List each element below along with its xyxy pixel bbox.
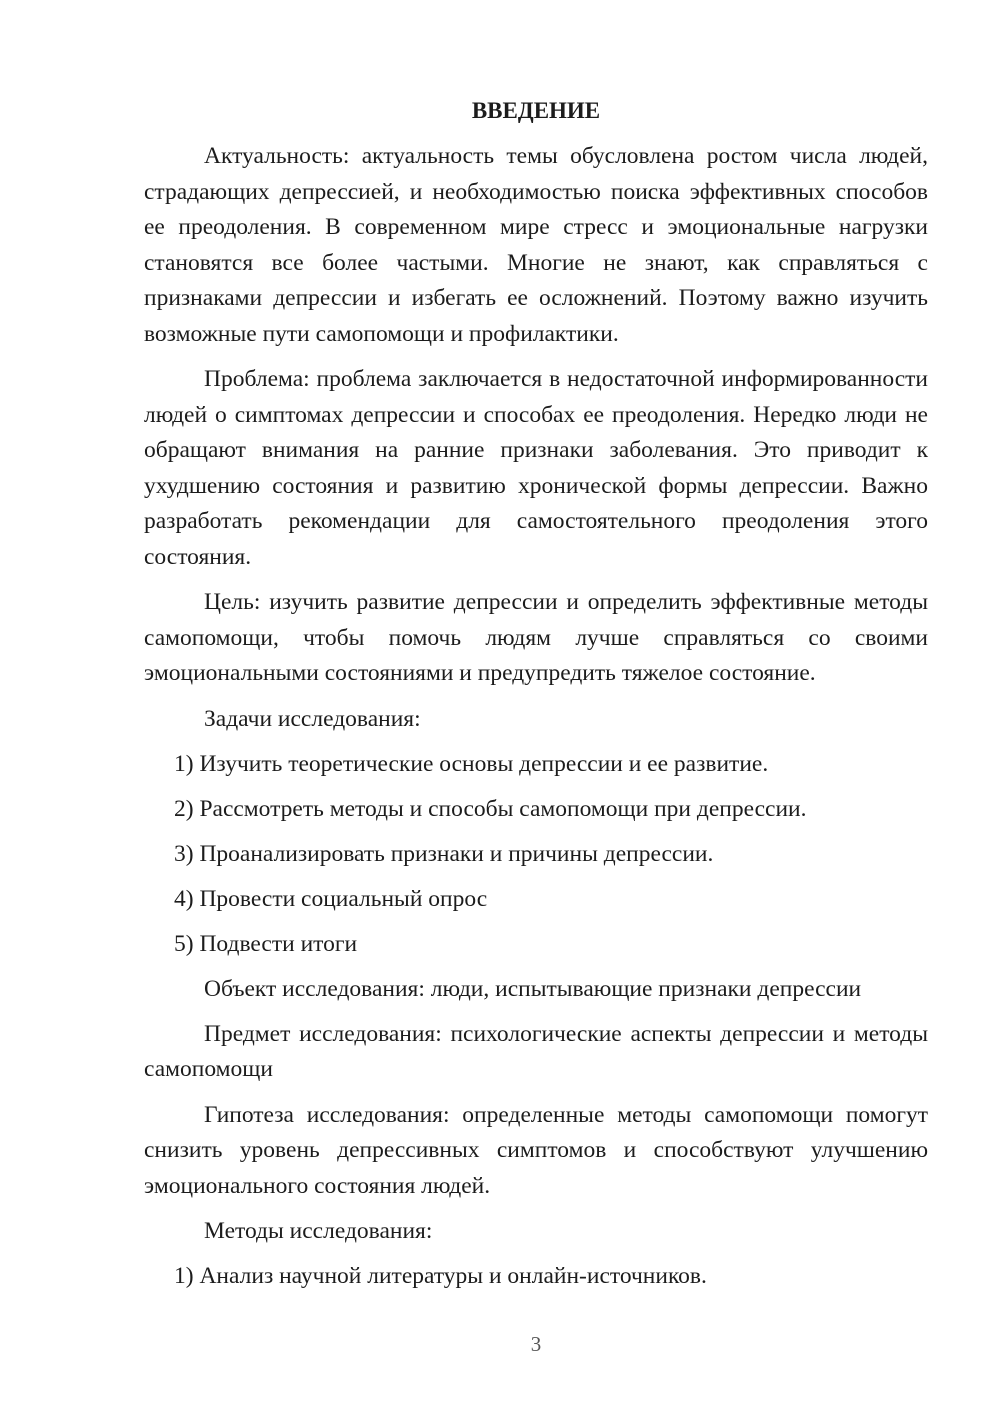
paragraph-object: Объект исследования: люди, испытывающие признаки депрессии [204, 975, 862, 1002]
paragraph-subject: Предмет исследования: психологические аспекты депрессии и методы самопомощи [144, 1020, 928, 1082]
paragraph-problem: Проблема: проблема заключается в недостаточной информированности людей о симптомах депрессии и способах ее преодоления. Нередко люди не обращают внимания на ранние признаки заболевания. Это приводит к ухудшению состояния и развитию хронической формы депрессии. Важно разработать рекомендации для самостоятельного преодоления этого состояния. [144, 366, 928, 570]
method-item-1: 1) Анализ научной литературы и онлайн-источников. [174, 1263, 707, 1289]
task-item-5: 5) Подвести итоги [174, 930, 358, 957]
tasks-label: Задачи исследования: [204, 705, 421, 732]
paragraph-hypothesis: Гипотеза исследования: определенные методы самопомощи помогут снизить уровень депрессивных симптомов и способствуют улучшению эмоционального состояния людей. [144, 1101, 928, 1199]
task-item-4: 4) Провести социальный опрос [174, 885, 488, 912]
methods-label: Методы исследования: [204, 1218, 433, 1244]
page-number: 3 [530, 1332, 542, 1356]
task-item-2: 2) Рассмотреть методы и способы самопомощи при депрессии. [174, 795, 807, 822]
paragraph-goal: Цель: изучить развитие депрессии и определить эффективные методы самопомощи, чтобы помочь людям лучше справляться со своими эмоциональными состояниями и предупредить тяжелое состояние. [144, 589, 928, 686]
section-heading: ВВЕДЕНИЕ [471, 98, 601, 123]
task-item-1: 1) Изучить теоретические основы депрессии и ее развитие. [174, 750, 769, 777]
paragraph-relevance: Актуальность: актуальность темы обусловлена ростом числа людей, страдающих депрессией, и необходимостью поиска эффективных способов ее преодоления. В современном мире стресс и эмоциональные нагрузки становятся все более частыми. Многие не знают, как справляться с признаками депрессии и избегать ее осложнений. Поэтому важно изучить возможные пути самопомощи и профилактики. [144, 143, 928, 347]
page-content [144, 95, 928, 1304]
task-item-3: 3) Проанализировать признаки и причины депрессии. [174, 840, 714, 867]
